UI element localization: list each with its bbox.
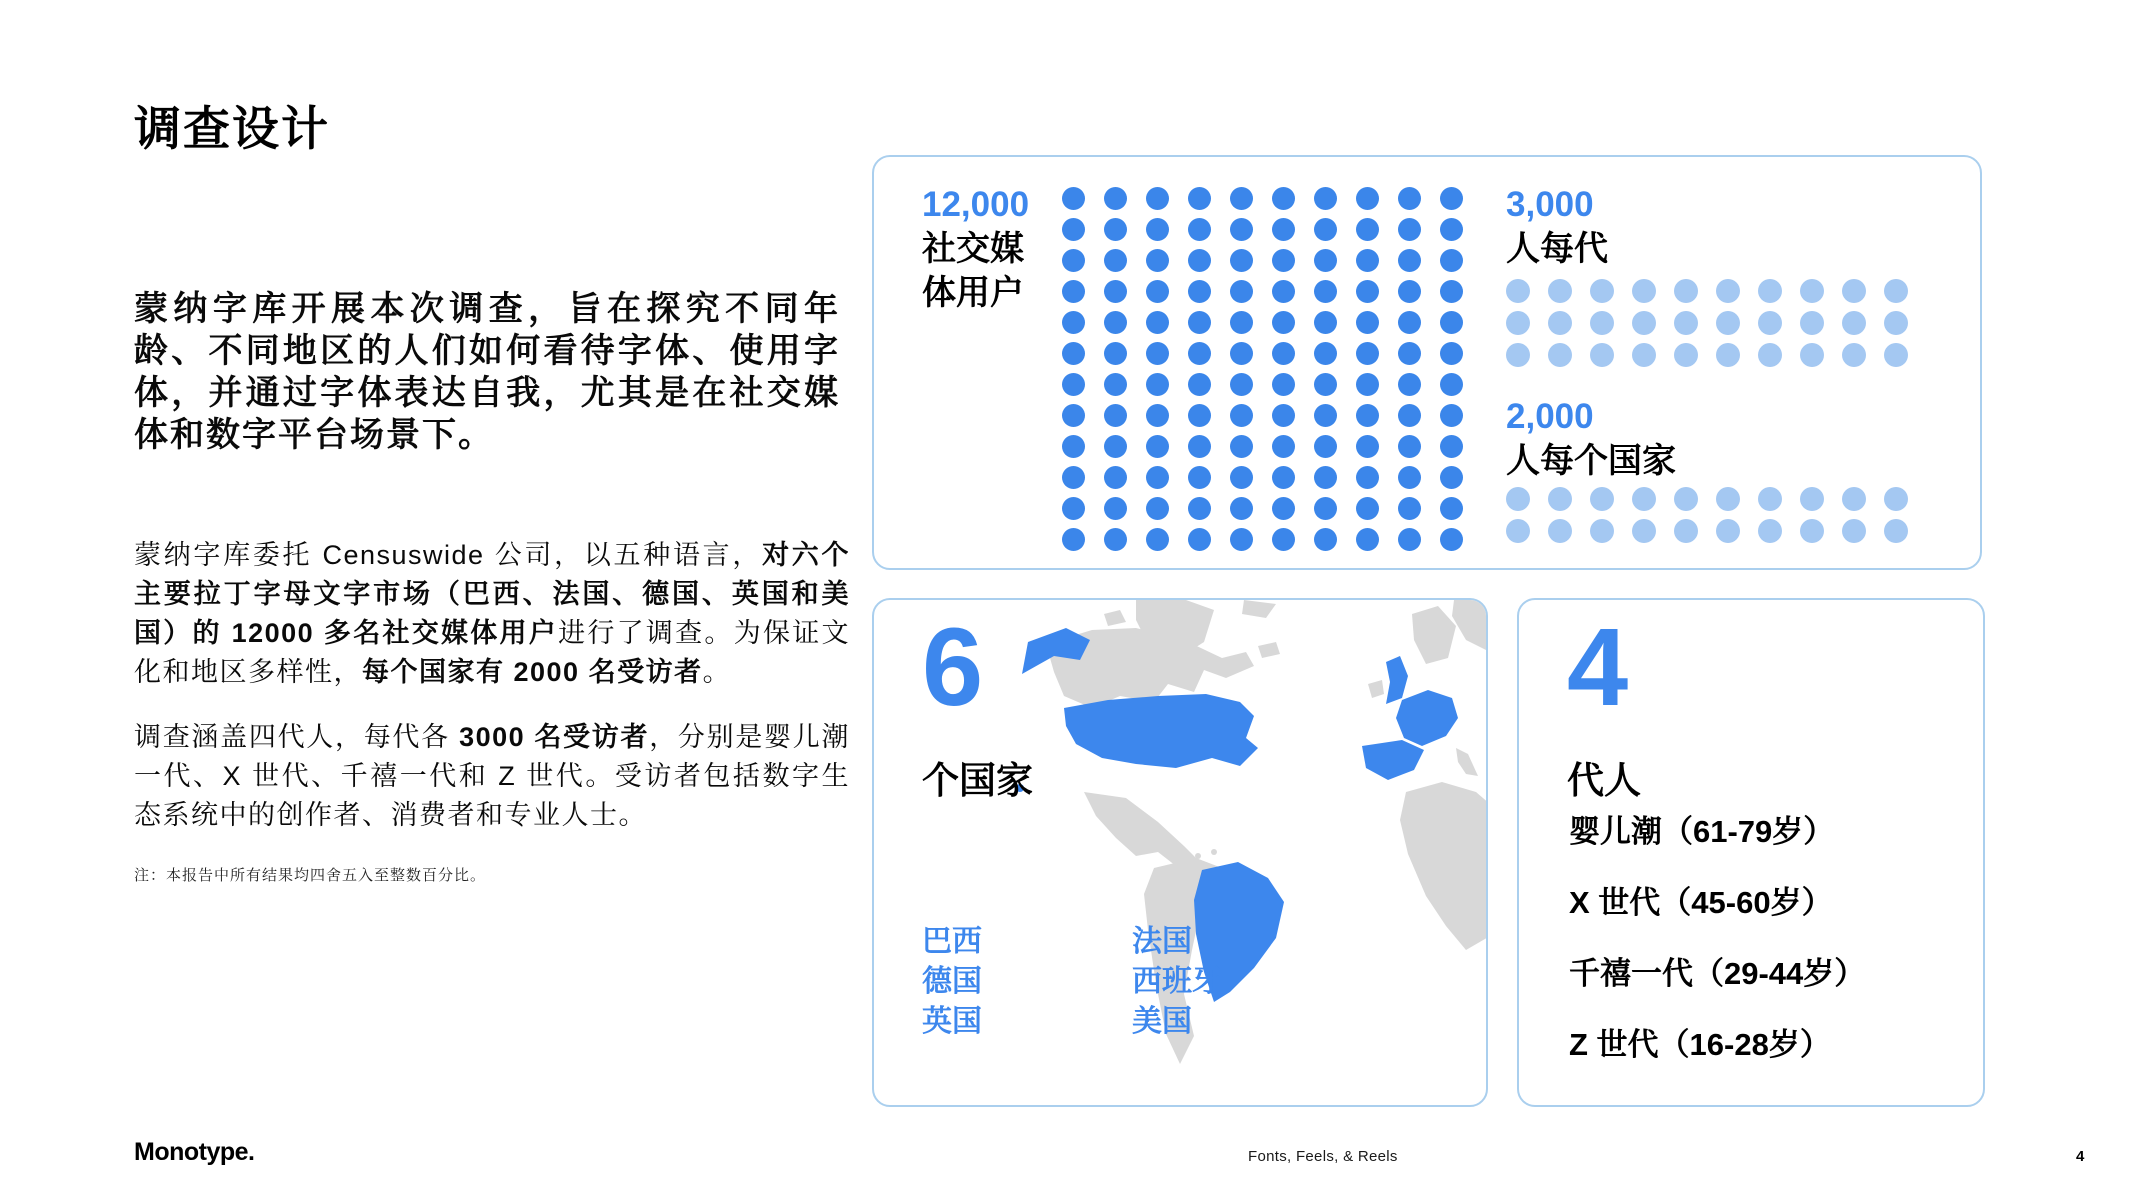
person-dot (1632, 487, 1656, 511)
person-dot (1188, 497, 1211, 520)
person-dot (1062, 435, 1085, 458)
person-dot (1104, 497, 1127, 520)
methodology-paragraph (134, 536, 850, 692)
person-dot (1716, 311, 1740, 335)
person-dot (1398, 404, 1421, 427)
person-dot (1716, 343, 1740, 367)
generation-item-boomer: 婴儿潮（61-79岁） (1569, 814, 1835, 849)
person-dot (1758, 519, 1782, 543)
person-dot (1548, 311, 1572, 335)
person-dot (1104, 373, 1127, 396)
person-dot (1548, 519, 1572, 543)
person-dot (1716, 519, 1740, 543)
person-dot (1272, 373, 1295, 396)
person-dot (1440, 528, 1463, 551)
person-dot (1440, 373, 1463, 396)
person-dot (1062, 280, 1085, 303)
person-dot (1590, 311, 1614, 335)
person-dot (1230, 280, 1253, 303)
person-dot (1398, 466, 1421, 489)
person-dot (1146, 342, 1169, 365)
person-dot (1062, 311, 1085, 334)
person-dot (1314, 280, 1337, 303)
respondents-value: 12,000 (922, 185, 1030, 224)
person-dot (1230, 404, 1253, 427)
country-item: 法国 (1132, 925, 1192, 958)
sample-size-panel (872, 155, 1982, 570)
page-title: 调查设计 (134, 102, 330, 155)
person-dot (1314, 187, 1337, 210)
person-dot (1104, 311, 1127, 334)
person-dot (1146, 466, 1169, 489)
person-dot (1356, 404, 1379, 427)
person-dot (1104, 280, 1127, 303)
person-dot (1230, 342, 1253, 365)
person-dot (1548, 487, 1572, 511)
footnote: 注：本报告中所有结果均四舍五入至整数百分比。 (134, 867, 487, 884)
person-dot (1590, 487, 1614, 511)
person-dot (1314, 218, 1337, 241)
country-item: 美国 (1132, 1005, 1192, 1038)
country-item: 德国 (922, 965, 982, 998)
person-dot (1230, 218, 1253, 241)
person-dot (1800, 487, 1824, 511)
page-number: 4 (2076, 1148, 2085, 1165)
person-dot (1398, 218, 1421, 241)
per-generation-stat (1506, 185, 1608, 271)
person-dot (1506, 279, 1530, 303)
world-map (1008, 600, 1488, 1070)
person-dot (1440, 218, 1463, 241)
methodology-text: 蒙纳字库委托 Censuswide 公司，以五种语言， (134, 540, 763, 570)
person-dot (1440, 435, 1463, 458)
person-dot (1104, 218, 1127, 241)
person-dot (1146, 187, 1169, 210)
per-generation-label: 人每代 (1506, 230, 1608, 269)
intro-paragraph: 蒙纳字库开展本次调查，旨在探究不同年龄、不同地区的人们如何看待字体、使用字体，并通过字体表达自我，尤其是在社交媒体和数字平台场景下。 (134, 290, 840, 454)
person-dot (1506, 311, 1530, 335)
per-country-stat (1506, 397, 1676, 483)
person-dot (1314, 435, 1337, 458)
person-dot (1716, 487, 1740, 511)
person-dot (1272, 435, 1295, 458)
person-dot (1506, 343, 1530, 367)
person-dot (1272, 187, 1295, 210)
person-dot (1314, 466, 1337, 489)
person-dot (1356, 311, 1379, 334)
person-dot (1230, 528, 1253, 551)
person-dot (1758, 487, 1782, 511)
person-dot (1314, 311, 1337, 334)
person-dot (1356, 218, 1379, 241)
person-dot (1842, 519, 1866, 543)
respondents-dot-grid (1062, 187, 1463, 551)
person-dot (1104, 249, 1127, 272)
person-dot (1356, 342, 1379, 365)
methodology-bold-markets: 对六个主要拉丁字母文字市场（巴西、法国、德国、英国和美国）的 12000 多名社交媒体用户 (134, 540, 850, 648)
person-dot (1356, 528, 1379, 551)
person-dot (1548, 279, 1572, 303)
person-dot (1440, 404, 1463, 427)
person-dot (1632, 311, 1656, 335)
person-dot (1062, 497, 1085, 520)
person-dot (1146, 373, 1169, 396)
methodology-text-3: 。 (702, 657, 732, 687)
person-dot (1146, 249, 1169, 272)
person-dot (1188, 373, 1211, 396)
person-dot (1272, 342, 1295, 365)
person-dot (1188, 342, 1211, 365)
person-dot (1272, 311, 1295, 334)
person-dot (1272, 528, 1295, 551)
person-dot (1062, 466, 1085, 489)
person-dot (1506, 519, 1530, 543)
person-dot (1230, 311, 1253, 334)
generation-item-genz: Z 世代（16-28岁） (1569, 1027, 1831, 1062)
country-item: 西班牙 (1132, 965, 1222, 998)
person-dot (1356, 435, 1379, 458)
per-generation-dot-grid (1506, 279, 1908, 367)
generation-list (1569, 812, 1865, 1096)
generations-text-2: ，分别是婴儿潮一代、X 世代、千禧一代和 Z 世代。受访者包括数字生态系统中的创作者、消费者和专业人士。 (134, 722, 850, 830)
person-dot (1188, 311, 1211, 334)
per-country-dot-grid (1506, 487, 1908, 543)
person-dot (1188, 435, 1211, 458)
person-dot (1062, 218, 1085, 241)
person-dot (1062, 528, 1085, 551)
person-dot (1884, 279, 1908, 303)
person-dot (1062, 404, 1085, 427)
person-dot (1062, 187, 1085, 210)
countries-value: 6 (922, 606, 984, 729)
person-dot (1398, 311, 1421, 334)
person-dot (1104, 187, 1127, 210)
person-dot (1314, 249, 1337, 272)
person-dot (1356, 187, 1379, 210)
person-dot (1398, 373, 1421, 396)
person-dot (1674, 311, 1698, 335)
person-dot (1632, 519, 1656, 543)
person-dot (1188, 466, 1211, 489)
generations-text: 调查涵盖四代人，每代各 (134, 722, 460, 752)
person-dot (1758, 311, 1782, 335)
person-dot (1230, 497, 1253, 520)
methodology-bold-per-country: 每个国家有 2000 名受访者 (362, 657, 703, 687)
person-dot (1146, 280, 1169, 303)
person-dot (1758, 279, 1782, 303)
person-dot (1758, 343, 1782, 367)
person-dot (1884, 519, 1908, 543)
person-dot (1314, 497, 1337, 520)
person-dot (1440, 497, 1463, 520)
person-dot (1146, 528, 1169, 551)
person-dot (1440, 249, 1463, 272)
respondents-label: 社交媒体用户 (922, 230, 1024, 313)
person-dot (1314, 404, 1337, 427)
person-dot (1590, 279, 1614, 303)
per-country-label: 人每个国家 (1506, 442, 1676, 481)
person-dot (1440, 311, 1463, 334)
person-dot (1188, 249, 1211, 272)
person-dot (1356, 466, 1379, 489)
person-dot (1146, 218, 1169, 241)
person-dot (1188, 218, 1211, 241)
person-dot (1548, 343, 1572, 367)
person-dot (1398, 187, 1421, 210)
methodology-text-2: 进行了调查。为保证文化和地区多样性， (134, 618, 850, 687)
person-dot (1314, 373, 1337, 396)
person-dot (1716, 279, 1740, 303)
person-dot (1398, 249, 1421, 272)
person-dot (1632, 343, 1656, 367)
person-dot (1506, 487, 1530, 511)
person-dot (1146, 497, 1169, 520)
generations-label: 代人 (1567, 760, 1641, 801)
person-dot (1272, 249, 1295, 272)
person-dot (1674, 279, 1698, 303)
person-dot (1188, 280, 1211, 303)
person-dot (1884, 487, 1908, 511)
person-dot (1146, 311, 1169, 334)
person-dot (1314, 342, 1337, 365)
person-dot (1884, 343, 1908, 367)
person-dot (1440, 466, 1463, 489)
person-dot (1842, 311, 1866, 335)
person-dot (1146, 404, 1169, 427)
person-dot (1230, 187, 1253, 210)
countries-label: 个国家 (922, 760, 1033, 801)
person-dot (1230, 373, 1253, 396)
person-dot (1842, 343, 1866, 367)
person-dot (1104, 342, 1127, 365)
person-dot (1440, 187, 1463, 210)
generations-panel (1517, 598, 1985, 1107)
person-dot (1188, 187, 1211, 210)
person-dot (1230, 249, 1253, 272)
person-dot (1398, 528, 1421, 551)
person-dot (1104, 528, 1127, 551)
person-dot (1674, 519, 1698, 543)
person-dot (1104, 404, 1127, 427)
per-generation-value: 3,000 (1506, 185, 1594, 224)
per-country-value: 2,000 (1506, 397, 1594, 436)
person-dot (1800, 519, 1824, 543)
person-dot (1398, 497, 1421, 520)
monotype-logo: Monotype. (134, 1138, 255, 1166)
person-dot (1356, 249, 1379, 272)
person-dot (1062, 373, 1085, 396)
person-dot (1104, 466, 1127, 489)
footer-document-title: Fonts, Feels, & Reels (1248, 1148, 1398, 1165)
person-dot (1188, 528, 1211, 551)
country-item: 英国 (922, 1005, 982, 1038)
country-list-col2 (1132, 922, 1222, 1042)
generations-value: 4 (1567, 606, 1629, 729)
person-dot (1632, 279, 1656, 303)
person-dot (1842, 487, 1866, 511)
person-dot (1272, 404, 1295, 427)
person-dot (1800, 343, 1824, 367)
person-dot (1230, 435, 1253, 458)
person-dot (1674, 343, 1698, 367)
respondents-stat (922, 185, 1054, 315)
person-dot (1062, 249, 1085, 272)
person-dot (1398, 435, 1421, 458)
country-item: 巴西 (922, 925, 982, 958)
person-dot (1398, 342, 1421, 365)
generations-paragraph (134, 718, 850, 835)
person-dot (1272, 497, 1295, 520)
country-list-col1 (922, 922, 982, 1042)
person-dot (1356, 280, 1379, 303)
person-dot (1272, 466, 1295, 489)
person-dot (1440, 342, 1463, 365)
person-dot (1314, 528, 1337, 551)
generation-item-genx: X 世代（45-60岁） (1569, 885, 1833, 920)
person-dot (1590, 519, 1614, 543)
person-dot (1590, 343, 1614, 367)
person-dot (1188, 404, 1211, 427)
person-dot (1104, 435, 1127, 458)
person-dot (1356, 497, 1379, 520)
person-dot (1842, 279, 1866, 303)
generation-item-millennial: 千禧一代（29-44岁） (1569, 956, 1866, 991)
person-dot (1062, 342, 1085, 365)
person-dot (1230, 466, 1253, 489)
person-dot (1674, 487, 1698, 511)
countries-panel (872, 598, 1488, 1107)
person-dot (1398, 280, 1421, 303)
person-dot (1800, 279, 1824, 303)
person-dot (1272, 218, 1295, 241)
person-dot (1884, 311, 1908, 335)
person-dot (1356, 373, 1379, 396)
generations-bold-respondents: 3000 名受访者 (459, 722, 650, 752)
person-dot (1146, 435, 1169, 458)
person-dot (1272, 280, 1295, 303)
person-dot (1800, 311, 1824, 335)
person-dot (1440, 280, 1463, 303)
